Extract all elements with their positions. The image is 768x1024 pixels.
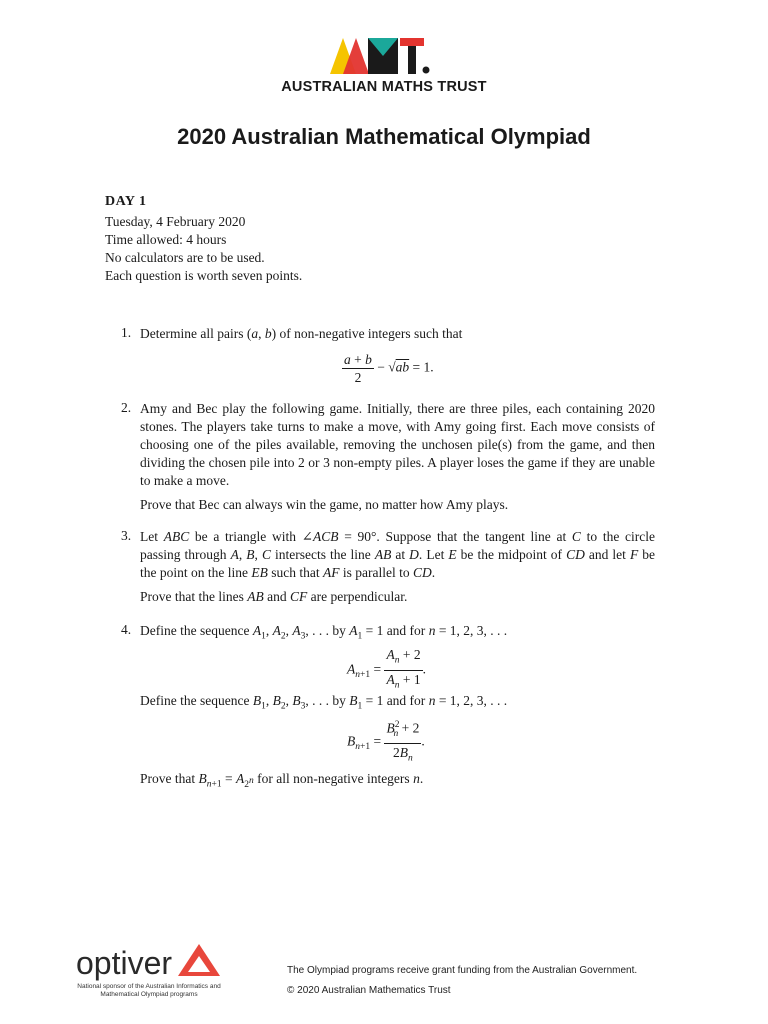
question-4-text-b: Define the sequence $B_1$, $B_2$, $B_3$, . . . by $B_1 = 1$ and for n = 1, 2, 3, . . . — [140, 693, 508, 712]
question-3-text: Let ABC be a triangle with ∠ACB = 90°. Suppose that the tangent line at C to the circle passing through A, B, C intersects the line AB at D. Let E be the midpoint of CD and let F be the point on the line EB such that AF is parallel to CD. — [140, 529, 656, 580]
question-4-number: 4. — [121, 622, 132, 637]
question-2-prove: Prove that Bec can always win the game, no matter how Amy plays. — [140, 497, 509, 512]
exam-date: Tuesday, 4 February 2020 — [105, 214, 246, 229]
question-1-text: Determine all pairs (a, b) of non-negative integers such that — [140, 326, 463, 341]
question-4-text-a: Define the sequence $A_1$, $A_2$, $A_3$, . . . by $A_1 = 1$ and for n = 1, 2, 3, . . . — [140, 623, 508, 642]
page-title: 2020 Australian Mathematical Olympiad — [177, 124, 591, 149]
question-1-number: 1. — [121, 325, 132, 340]
time-allowed: Time allowed: 4 hours — [105, 232, 227, 247]
question-2-number: 2. — [121, 400, 132, 415]
question-3-prove: Prove that the lines AB and CF are perpendicular. — [140, 589, 408, 604]
amt-logo — [330, 38, 430, 74]
points-note: Each question is worth seven points. — [105, 268, 303, 283]
question-2-text: Amy and Bec play the following game. Initially, there are three piles, each containing 2020 stones. The players take turns to make a move, with Amy going first. Each move consists of choosing one of the piles available, removing the unchosen pile(s) from the game, and then dividing the chosen pile into 2 or 3 non-empty piles. A player loses the game if they are unable to make a move. — [140, 401, 655, 488]
svg-text:optiver: optiver — [76, 945, 173, 981]
question-3-number: 3. — [121, 528, 132, 543]
grant-notice: The Olympiad programs receive grant funding from the Australian Government. — [287, 965, 638, 976]
day-heading: DAY 1 — [105, 194, 147, 209]
question-4-equation-b: $B_{n+1}$ = $\frac{B^2_n + 2}{2B_n}$ . — [347, 720, 425, 764]
org-name: AUSTRALIAN MATHS TRUST — [281, 79, 487, 95]
optiver-logo — [76, 940, 222, 982]
question-4-equation-a: $A_{n+1}$ = $\frac{A_n + 2}{A_n + 1}$ . — [347, 647, 426, 691]
sponsor-note: National sponsor of the Australian Informatics and Mathematical Olympiad programs — [77, 983, 221, 998]
calculator-rule: No calculators are to be used. — [105, 250, 265, 265]
question-4-prove: Prove that $B_{n+1} = A_{2^n}$ for all non-negative integers n. — [140, 771, 424, 790]
copyright-notice: © 2020 Australian Mathematics Trust — [287, 985, 451, 996]
question-1-equation: $\frac{a + b}{2}$ − √ab = 1. — [344, 352, 434, 385]
